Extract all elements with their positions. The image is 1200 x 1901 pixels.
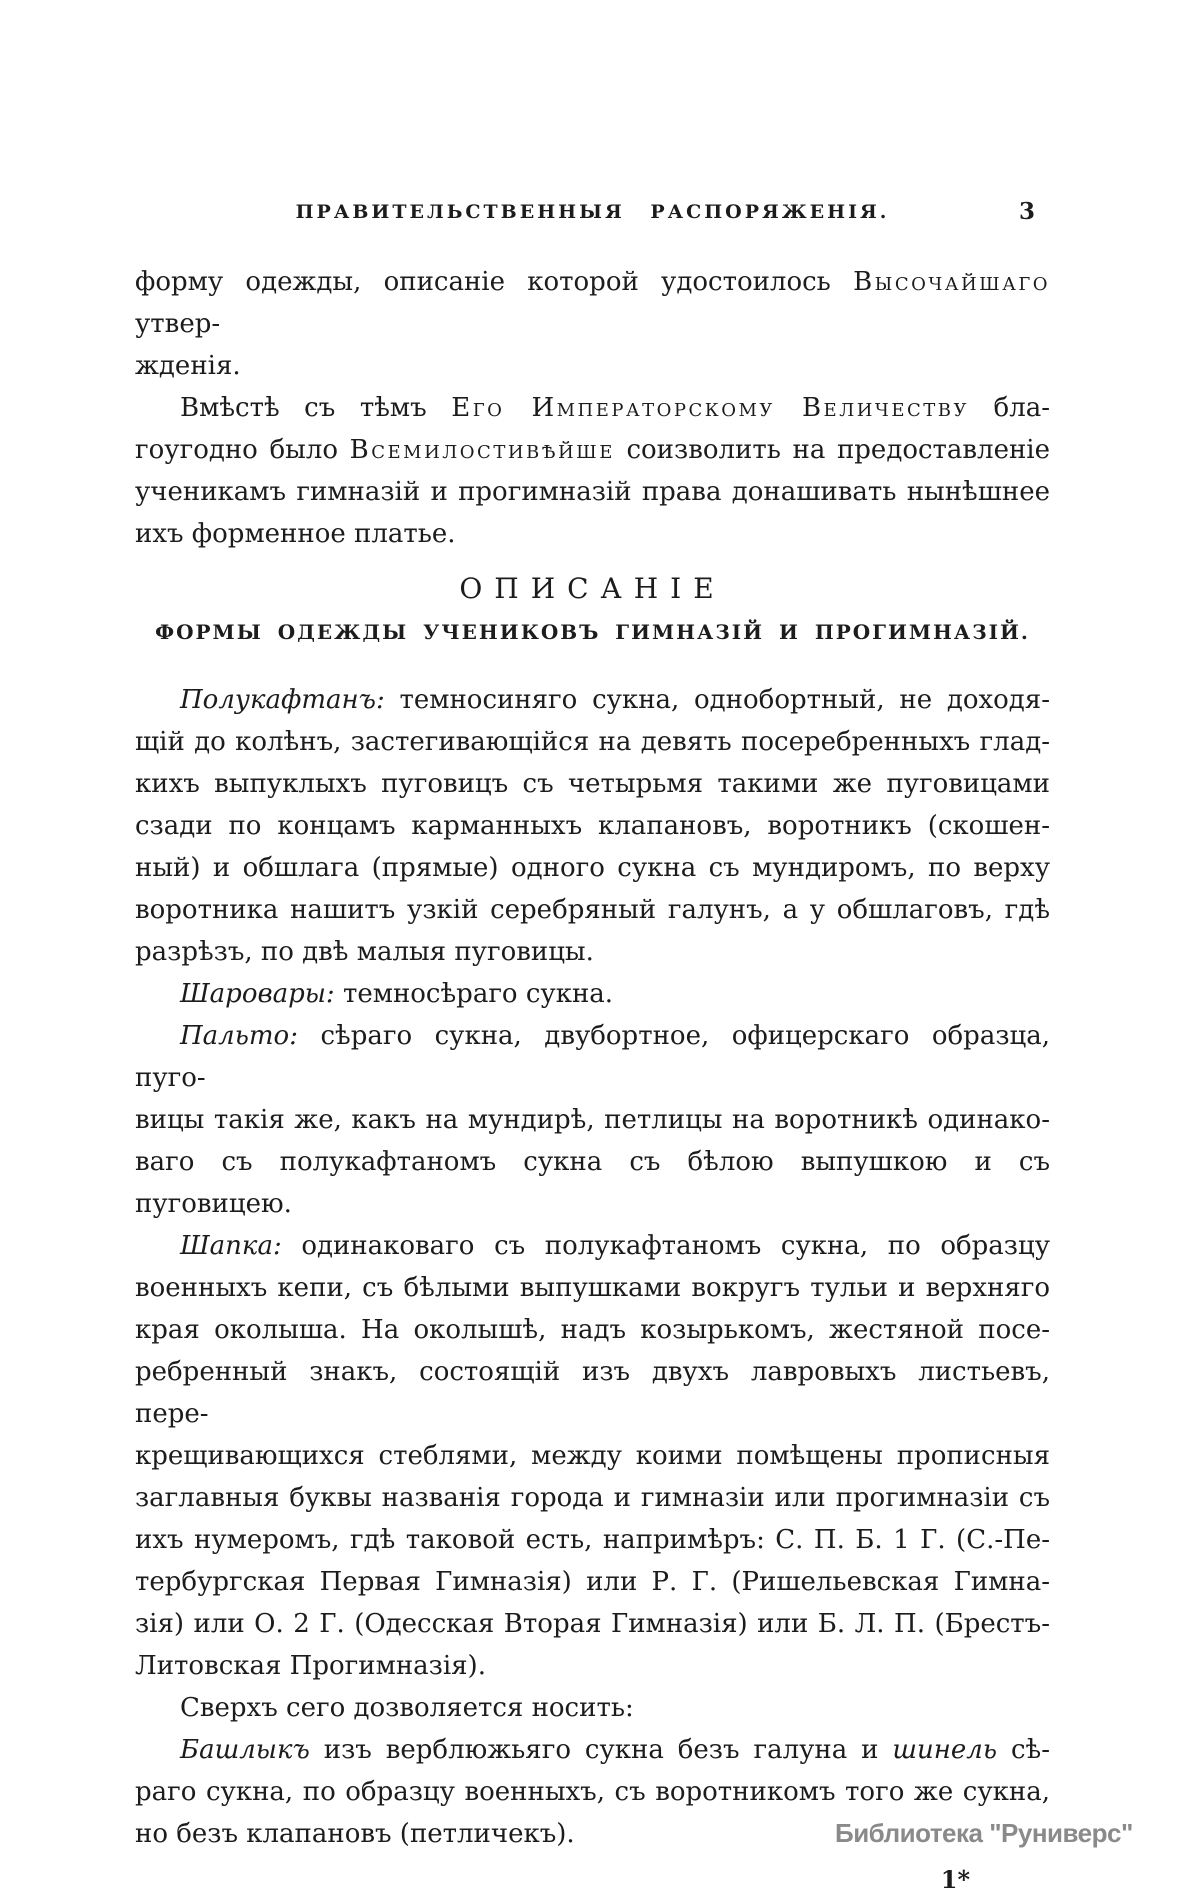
text-run: утвер- [135,309,221,339]
text-run: ихъ форменное платье. [135,519,456,549]
text-run: воротника нашитъ узкій серебряный галунъ, а у обшлаговъ, гдѣ [135,895,1050,925]
text-line [135,1435,1050,1477]
text-run: раго сукна, по образцу военныхъ, съ воротникомъ того же сукна, [135,1777,1050,1807]
text-run: ребренный знакъ, состоящій изъ двухъ лавровыхъ листьевъ, пере- [135,1357,1050,1429]
text-run: ученикамъ гимназій и прогимназій права донашивать нынѣшнее [135,477,1050,507]
text-line [135,679,1050,721]
text-run: ваго съ полукафтаномъ сукна съ бѣлою выпушкою и съ пуговицею. [135,1147,1050,1219]
text-run: Полукафтанъ: [180,685,385,715]
running-header: ПРАВИТЕЛЬСТВЕННЫЯ РАСПОРЯЖЕНІЯ. [295,201,890,223]
paragraph [135,679,1050,973]
text-line [135,1099,1050,1141]
text-run: щій до колѣнъ, застегивающійся на девять посеребренныхъ глад- [135,727,1050,757]
text-run: Вмѣстѣ съ тѣмъ [180,393,452,423]
paragraph [135,261,1050,387]
text-run: кихъ выпуклыхъ пуговицъ съ четырьмя такими же пуговицами [135,769,1050,799]
text-line [135,1477,1050,1519]
text-run: Высочайшаго [853,267,1050,297]
text-line [135,429,1050,471]
text-run: крещивающихся стеблями, между коими помѣщены прописныя [135,1441,1050,1471]
text-run: но безъ клапановъ (петличекъ). [135,1819,575,1849]
text-run: заглавныя буквы названія города и гимназіи или прогимназіи съ [135,1483,1050,1513]
text-line [135,1729,1050,1771]
text-line [135,1771,1050,1813]
paragraph [135,1687,1050,1729]
text-run: вицы такія же, какъ на мундирѣ, петлицы на воротникѣ одинако- [135,1105,1050,1135]
text-line [135,1561,1050,1603]
text-run: одинаковаго съ полукафтаномъ сукна, по образцу [281,1231,1050,1261]
text-line [135,261,1050,345]
text-run: сѣ- [997,1735,1050,1765]
text-run: форму одежды, описаніе которой удостоилось [135,267,854,297]
text-run: края околыша. На околышѣ, надъ козырькомъ, жестяной посе- [135,1315,1050,1345]
text-run: Шаровары: [180,979,335,1009]
text-line [135,763,1050,805]
text-run: Сверхъ сего дозволяется носить: [180,1693,634,1723]
text-line [135,1603,1050,1645]
text-line [135,1645,1050,1687]
text-line [135,1267,1050,1309]
text-line [135,1015,1050,1099]
text-run: Башлыкъ [180,1735,310,1765]
text-run: темносиняго сукна, однобортный, не доходя- [384,685,1050,715]
text-run: бла- [968,393,1050,423]
section-title: ОПИСАНІЕ [459,572,726,605]
text-line [135,805,1050,847]
text-run: Его Императорскому Величеству [451,393,969,423]
text-line [135,387,1050,429]
text-run: зія) или О. 2 Г. (Одесская Вторая Гимназія) или Б. Л. П. (Брестъ- [135,1609,1050,1639]
text-line [135,1141,1050,1225]
text-line [135,1309,1050,1351]
text-run: Шапка: [180,1231,282,1261]
text-line [135,1687,1050,1729]
page-number: 3 [1018,198,1035,225]
text-line [135,1351,1050,1435]
text-run: соизволить на предоставленіе [614,435,1050,465]
text-run: Пальто: [180,1021,298,1051]
text-line [135,931,1050,973]
text-line [135,1519,1050,1561]
text-run: ихъ нумеромъ, гдѣ таковой есть, напримѣръ: С. П. Б. 1 Г. (С.-Пе- [135,1525,1050,1555]
text-line [135,471,1050,513]
text-run: Всемилостивѣйше [349,435,615,465]
text-run: шинель [892,1735,998,1765]
signature-mark: 1* [940,1865,970,1894]
text-line [135,1225,1050,1267]
text-line [135,973,1050,1015]
paragraph [135,387,1050,555]
section-subtitle: ФОРМЫ ОДЕЖДЫ УЧЕНИКОВЪ ГИМНАЗІЙ И ПРОГИМНАЗІЙ. [155,620,1030,644]
text-run: тербургская Первая Гимназія) или Р. Г. (Ришельевская Гимна- [135,1567,1050,1597]
text-line [135,721,1050,763]
text-line [135,513,1050,555]
text-line [135,345,1050,387]
page-text-body [135,261,1050,1901]
paragraph [135,1225,1050,1687]
text-run: Литовская Прогимназія). [135,1651,486,1681]
text-run: разрѣзъ, по двѣ малыя пуговицы. [135,937,594,967]
text-run: жденія. [135,351,241,381]
paragraph [135,973,1050,1015]
text-run: сзади по концамъ карманныхъ клапановъ, воротникъ (скошен- [135,811,1050,841]
text-run: изъ верблюжьяго сукна безъ галуна и [309,1735,893,1765]
text-line [135,889,1050,931]
text-run: ный) и обшлага (прямые) одного сукна съ мундиромъ, по верху [135,853,1050,883]
text-run: темносѣраго сукна. [334,979,614,1009]
text-run: сѣраго сукна, двубортное, офицерскаго образца, пуго- [135,1021,1050,1093]
text-run: военныхъ кепи, съ бѣлыми выпушками вокругъ тульи и верхняго [135,1273,1050,1303]
text-run: гоугодно было [135,435,350,465]
text-line [135,847,1050,889]
paragraph [135,1015,1050,1225]
library-watermark: Библиотека "Руниверс" [835,1818,1133,1848]
